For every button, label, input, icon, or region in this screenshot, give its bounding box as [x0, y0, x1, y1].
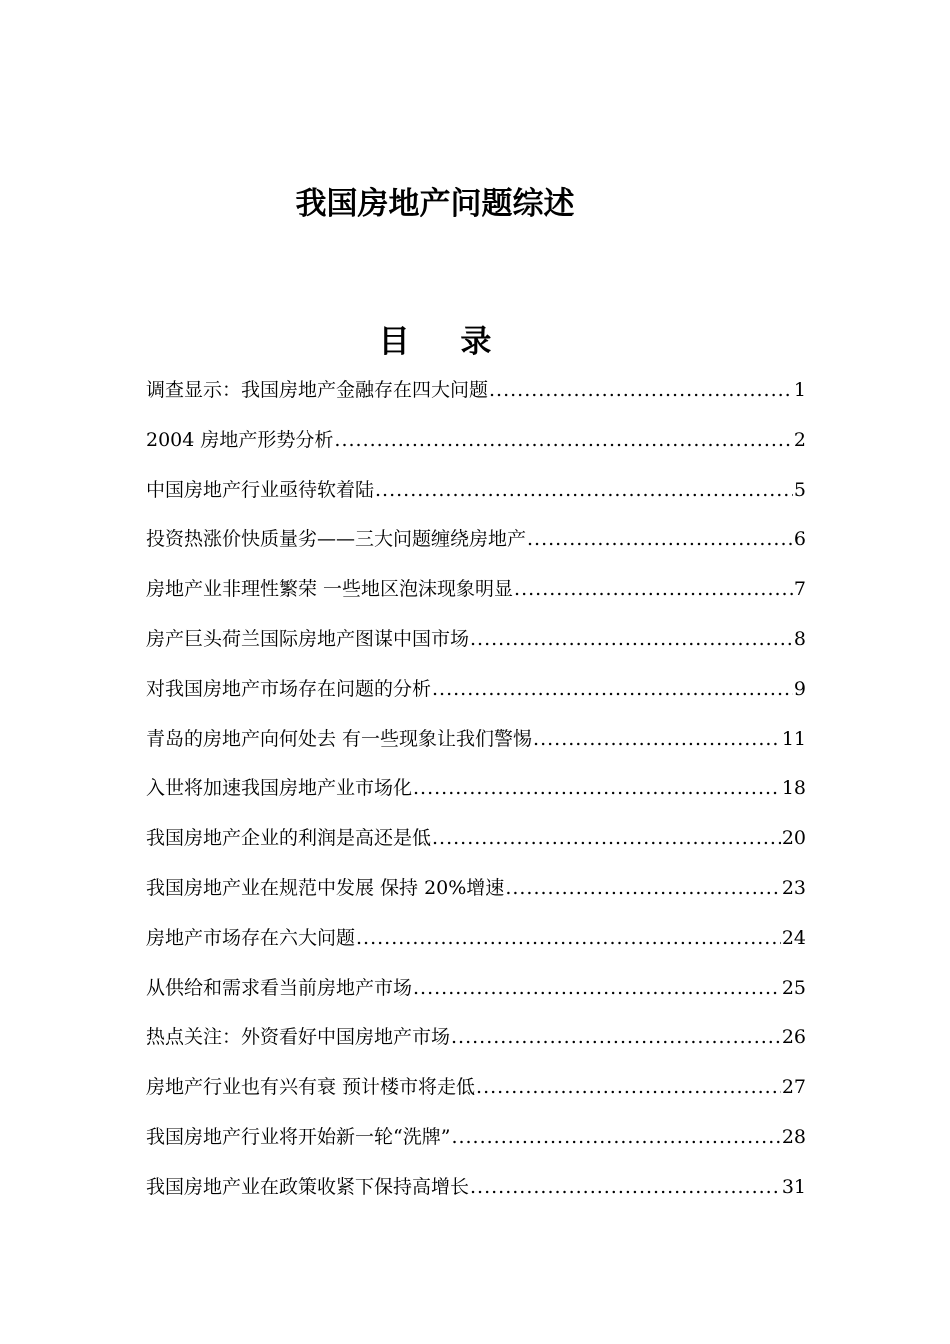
toc-dot-leader	[356, 920, 781, 956]
toc-page-number: 28	[781, 1125, 806, 1148]
toc-dot-leader	[334, 422, 793, 458]
toc-dot-leader	[413, 770, 781, 806]
toc-page-number: 9	[793, 677, 806, 700]
toc-dot-leader	[505, 870, 781, 906]
toc-entry-title: 房地产业非理性繁荣 一些地区泡沫现象明显	[146, 578, 514, 601]
toc-page-number: 23	[781, 876, 806, 899]
toc-page-number: 20	[781, 827, 806, 850]
toc-entry-title: 从供给和需求看当前房地产市场	[146, 976, 413, 999]
toc-entry[interactable]	[146, 920, 806, 970]
toc-entry[interactable]	[146, 820, 806, 870]
toc-entry-title: 我国房地产业在政策收紧下保持高增长	[146, 1175, 470, 1198]
toc-entry[interactable]	[146, 422, 806, 472]
toc-entry-title: 我国房地产企业的利润是高还是低	[146, 827, 432, 850]
toc-page-number: 8	[793, 627, 806, 650]
document-title: 我国房地产问题综述	[295, 186, 575, 222]
toc-page-number: 11	[781, 727, 806, 750]
toc-dot-leader	[375, 472, 793, 508]
toc-page-number: 26	[781, 1026, 806, 1049]
toc-dot-leader	[470, 1169, 781, 1205]
table-of-contents	[146, 372, 806, 1219]
toc-entry[interactable]	[146, 770, 806, 820]
toc-entry[interactable]	[146, 472, 806, 522]
toc-entry[interactable]	[146, 1169, 806, 1219]
toc-entry[interactable]	[146, 970, 806, 1020]
toc-page-number: 24	[781, 926, 806, 949]
toc-dot-leader	[470, 621, 793, 657]
toc-entry-title: 我国房地产业在规范中发展 保持 20%增速	[146, 876, 505, 899]
toc-heading: 目 录	[378, 324, 512, 360]
toc-page-number: 1	[793, 379, 806, 401]
toc-dot-leader	[533, 721, 781, 757]
toc-entry-title: 对我国房地产市场存在问题的分析	[146, 677, 432, 700]
toc-entry[interactable]	[146, 870, 806, 920]
toc-dot-leader	[514, 571, 793, 607]
toc-entry[interactable]	[146, 1119, 806, 1169]
toc-entry[interactable]	[146, 571, 806, 621]
toc-entry-title: 房地产市场存在六大问题	[146, 926, 356, 949]
toc-dot-leader	[476, 1069, 781, 1105]
toc-entry-title: 入世将加速我国房地产业市场化	[146, 777, 413, 800]
toc-entry-title: 投资热涨价快质量劣——三大问题缠绕房地产	[146, 528, 527, 551]
toc-entry-title: 调查显示：我国房地产金融存在四大问题	[146, 379, 489, 401]
toc-page-number: 27	[781, 1076, 806, 1099]
toc-page-number: 31	[781, 1175, 806, 1198]
toc-dot-leader	[451, 1019, 781, 1055]
toc-page-number: 25	[781, 976, 806, 999]
toc-entry[interactable]	[146, 1019, 806, 1069]
toc-dot-leader	[489, 372, 793, 408]
toc-entry-title: 房地产行业也有兴有衰 预计楼市将走低	[146, 1076, 476, 1099]
toc-page-number: 2	[793, 428, 806, 451]
toc-page-number: 6	[793, 528, 806, 551]
toc-dot-leader	[527, 521, 793, 557]
toc-page-number: 18	[781, 777, 806, 800]
toc-page-number: 5	[793, 478, 806, 501]
toc-entry-title: 青岛的房地产向何处去 有一些现象让我们警惕	[146, 727, 533, 750]
toc-entry-title: 我国房地产行业将开始新一轮“洗牌”	[146, 1125, 451, 1148]
toc-entry-title: 房产巨头荷兰国际房地产图谋中国市场	[146, 627, 470, 650]
toc-entry[interactable]	[146, 621, 806, 671]
toc-dot-leader	[451, 1119, 780, 1155]
toc-page-number: 7	[793, 578, 806, 601]
toc-entry[interactable]	[146, 671, 806, 721]
toc-entry[interactable]	[146, 1069, 806, 1119]
toc-entry[interactable]	[146, 372, 806, 422]
toc-entry[interactable]	[146, 521, 806, 571]
toc-entry-title: 2004 房地产形势分析	[146, 428, 334, 451]
toc-dot-leader	[432, 820, 781, 856]
toc-entry[interactable]	[146, 721, 806, 771]
toc-entry-title: 中国房地产行业亟待软着陆	[146, 478, 375, 501]
toc-dot-leader	[413, 970, 781, 1006]
toc-dot-leader	[432, 671, 793, 707]
toc-entry-title: 热点关注：外资看好中国房地产市场	[146, 1026, 451, 1049]
